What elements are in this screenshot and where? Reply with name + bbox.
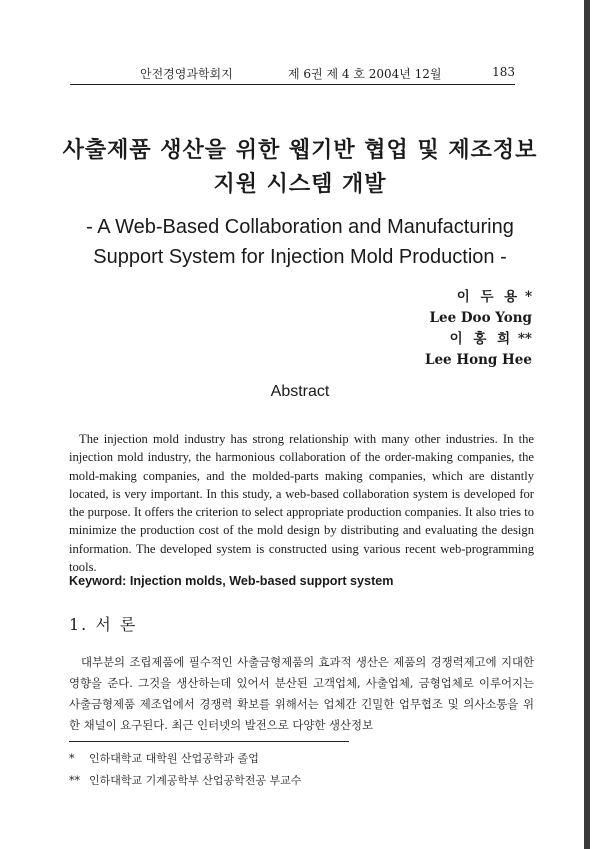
author-2-mark: **	[517, 331, 532, 347]
author-1-mark: *	[524, 289, 532, 305]
author-2-korean	[425, 329, 532, 350]
footnote-1-mark: *	[69, 752, 75, 765]
volume-issue: 제 6권 제 4 호 2004년 12월	[288, 67, 442, 81]
korean-title-line-1: 사출제품 생산을 위한 웹기반 협업 및 제조정보	[62, 137, 538, 163]
abstract-heading: Abstract	[270, 383, 330, 400]
introduction-text: 대부분의 조립제품에 필수적인 사출금형제품의 효과적 생산은 제품의 경쟁력제고에 지대한 영향을 준다. 그것을 생산하는데 있어서 분산된 고객업체, 사출업체, 금형업체로 이루어지는 사출금형제품 제조업에서 경쟁력 확보를 위해서는 업체간 긴밀한 업무협조 및 의사소통을 위한 채널이 요구된다. 최근 인터넷의 발전으로 다양한 생산정보	[69, 655, 534, 732]
page-edge-border	[584, 0, 590, 849]
abstract-text: The injection mold industry has strong relationship with many other industries. In the injection mold industry, the harmonious collaboration of the order-making companies, the mold-making companies, and the molded-parts making companies, which are distantly located, is very important. In this study, a web-based collaboration system is developed for the purpose. It offers the criterion to select appropriate production companies. It also tries to minimize the production cost of the mold design by distributing and evaluating the design information. The developed system is constructed using various recent web-programming tools.	[69, 432, 534, 575]
footnote-1	[69, 748, 301, 770]
english-title	[0, 212, 600, 272]
author-1-name-en: Lee Doo Yong	[429, 310, 532, 326]
author-1-korean	[425, 287, 532, 308]
footnotes	[69, 748, 301, 792]
author-2-name-en: Lee Hong Hee	[424, 352, 532, 368]
journal-name: 안전경영과학회지	[140, 67, 233, 81]
english-title-line-1: - A Web-Based Collaboration and Manufacturing	[86, 216, 514, 238]
footnote-2-mark: **	[69, 774, 80, 787]
korean-title	[0, 133, 600, 201]
section-heading-introduction: 1. 서 론	[69, 615, 138, 634]
footnote-1-text: 인하대학교 대학원 산업공학과 졸업	[89, 752, 259, 765]
running-header	[70, 62, 515, 85]
author-list	[425, 287, 532, 371]
footnote-divider	[69, 741, 349, 742]
page-number: 183	[492, 65, 515, 79]
keywords: Keyword: Injection molds, Web-based support system	[69, 574, 394, 588]
author-2-name-ko: 이 홍 희	[449, 331, 514, 347]
footnote-2-text: 인하대학교 기계공학부 산업공학전공 부교수	[89, 774, 302, 787]
footnote-2	[69, 770, 301, 792]
korean-title-line-2: 지원 시스템 개발	[213, 171, 387, 197]
author-1-name-ko: 이 두 용	[456, 289, 521, 305]
english-title-line-2: Support System for Injection Mold Production -	[93, 246, 507, 268]
